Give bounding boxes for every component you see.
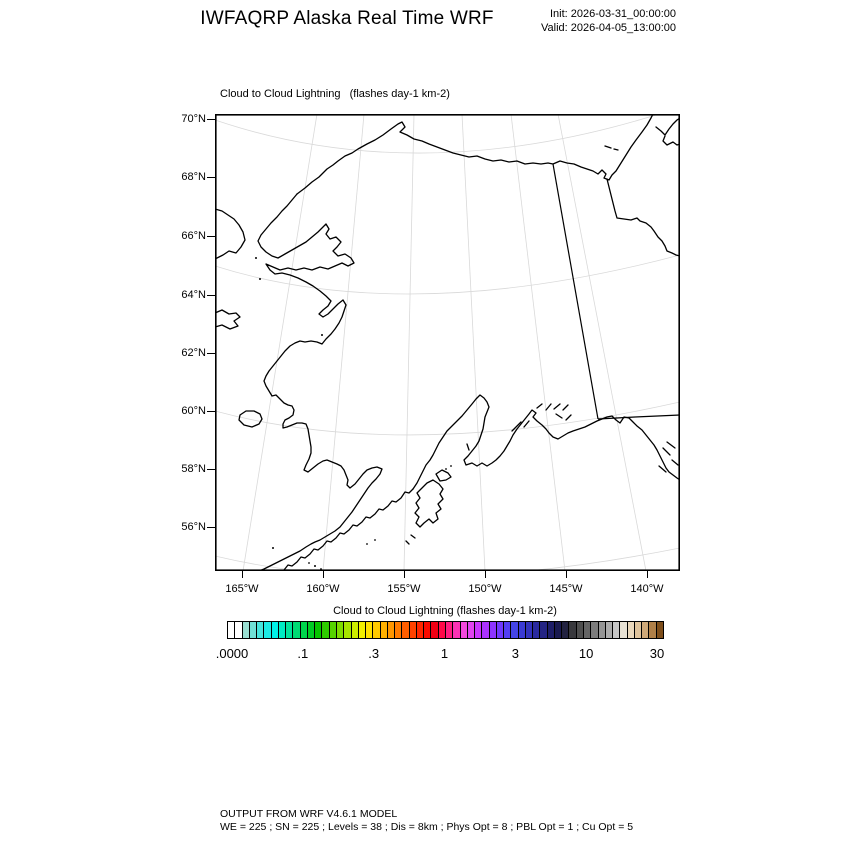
colorbar-cell xyxy=(526,622,533,638)
colorbar-cell xyxy=(642,622,649,638)
lat-tick-label: 56°N xyxy=(181,521,206,533)
footer-notes xyxy=(220,808,633,834)
colorbar-cell xyxy=(606,622,613,638)
lon-tick-label: 160°W xyxy=(306,583,340,595)
colorbar-tick-label: 30 xyxy=(649,646,665,661)
colorbar-cell xyxy=(381,622,388,638)
colorbar-cell xyxy=(548,622,555,638)
small-islands xyxy=(255,257,452,570)
colorbar-cell xyxy=(344,622,351,638)
lat-tickmark xyxy=(207,411,215,412)
panhandle-fjords xyxy=(659,442,678,472)
colorbar-tick-label: 10 xyxy=(578,646,594,661)
colorbar-cell xyxy=(599,622,606,638)
lat-tickmark xyxy=(207,295,215,296)
lat-tick-label: 64°N xyxy=(181,289,206,301)
arctic-coast xyxy=(297,114,653,194)
colorbar-cell xyxy=(388,622,395,638)
colorbar-cell xyxy=(533,622,540,638)
lon-tickmark xyxy=(647,570,648,578)
lon-tick-label: 155°W xyxy=(387,583,421,595)
colorbar-tick-label: 1 xyxy=(440,646,449,661)
chukotka-coast xyxy=(215,209,245,259)
colorbar-cell xyxy=(519,622,526,638)
colorbar-cell xyxy=(453,622,460,638)
lat-tickmark xyxy=(207,353,215,354)
colorbar-cell xyxy=(264,622,271,638)
colorbar-cell xyxy=(417,622,424,638)
colorbar-cell xyxy=(569,622,576,638)
colorbar-labels xyxy=(215,646,665,662)
colorbar-cell xyxy=(402,622,409,638)
colorbar-cell xyxy=(591,622,598,638)
colorbar-cell xyxy=(649,622,656,638)
lat-tick-label: 68°N xyxy=(181,171,206,183)
alaska-peninsula-south-coast xyxy=(281,489,413,571)
run-times xyxy=(470,8,676,35)
map-subtitle: Cloud to Cloud Lightning (flashes day-1 km-2) xyxy=(220,88,450,100)
lat-tickmark xyxy=(207,236,215,237)
colorbar-cell xyxy=(504,622,511,638)
west-alaska-coast xyxy=(258,194,382,571)
colorbar-cell xyxy=(657,622,663,638)
graticule xyxy=(215,114,680,571)
footer-line2: WE = 225 ; SN = 225 ; Levels = 38 ; Dis = 8km ; Phys Opt = 8 ; PBL Opt = 1 ; Cu Opt = 5 xyxy=(220,821,634,833)
colorbar-cell xyxy=(293,622,300,638)
colorbar-cell xyxy=(352,622,359,638)
colorbar-cell xyxy=(540,622,547,638)
lat-tickmark xyxy=(207,119,215,120)
page-title: IWFAQRP Alaska Real Time WRF xyxy=(200,8,494,29)
lat-tick-label: 58°N xyxy=(181,463,206,475)
lat-tick-label: 62°N xyxy=(181,347,206,359)
colorbar-cell xyxy=(308,622,315,638)
colorbar-cell xyxy=(461,622,468,638)
lon-tickmark xyxy=(404,570,405,578)
colorbar-cell xyxy=(511,622,518,638)
colorbar-cell xyxy=(439,622,446,638)
colorbar-cell xyxy=(410,622,417,638)
lat-tick-label: 66°N xyxy=(181,230,206,242)
lon-tickmark xyxy=(566,570,567,578)
northeast-corner-coast xyxy=(605,118,680,150)
colorbar-cell xyxy=(272,622,279,638)
colorbar-cell xyxy=(330,622,337,638)
colorbar-cell xyxy=(279,622,286,638)
colorbar-cell xyxy=(373,622,380,638)
coastlines xyxy=(215,114,680,571)
colorbar-cell xyxy=(424,622,431,638)
colorbar-cell xyxy=(577,622,584,638)
lat-tickmark xyxy=(207,469,215,470)
colorbar-cell xyxy=(613,622,620,638)
colorbar-cell xyxy=(490,622,497,638)
footer-line1: OUTPUT FROM WRF V4.6.1 MODEL xyxy=(220,808,398,820)
colorbar xyxy=(227,621,664,639)
colorbar-cell xyxy=(395,622,402,638)
colorbar-cell xyxy=(250,622,257,638)
colorbar-cell xyxy=(497,622,504,638)
lon-tick-label: 140°W xyxy=(630,583,664,595)
colorbar-title: Cloud to Cloud Lightning (flashes day-1 km-2) xyxy=(333,605,557,617)
colorbar-cell xyxy=(468,622,475,638)
colorbar-cell xyxy=(562,622,569,638)
lat-tickmark xyxy=(207,527,215,528)
lon-tickmark xyxy=(485,570,486,578)
afognak-island xyxy=(436,470,451,481)
valid-time: Valid: 2026-04-05_13:00:00 xyxy=(541,21,676,34)
mackenzie-coast xyxy=(607,179,680,256)
colorbar-tick-label: 3 xyxy=(511,646,519,661)
colorbar-cell xyxy=(635,622,642,638)
lat-tick-label: 60°N xyxy=(181,405,206,417)
colorbar-cell xyxy=(322,622,329,638)
colorbar-cell xyxy=(301,622,308,638)
colorbar-cell xyxy=(286,622,293,638)
lon-tickmark xyxy=(323,570,324,578)
colorbar-cell xyxy=(555,622,562,638)
lon-tickmark xyxy=(242,570,243,578)
colorbar-cell xyxy=(235,622,242,638)
lat-tick-label: 70°N xyxy=(181,113,206,125)
map-frame xyxy=(216,115,679,570)
lat-tickmark xyxy=(207,177,215,178)
colorbar-cell xyxy=(228,622,235,638)
init-time: Init: 2026-03-31_00:00:00 xyxy=(550,8,676,20)
political-borders xyxy=(553,164,680,419)
colorbar-tick-label: .3 xyxy=(368,646,380,661)
colorbar-cell xyxy=(475,622,482,638)
colorbar-cell xyxy=(482,622,489,638)
colorbar-cell xyxy=(446,622,453,638)
colorbar-cell xyxy=(620,622,627,638)
colorbar-cell xyxy=(359,622,366,638)
nunivak-island xyxy=(239,411,262,427)
alaska-map xyxy=(215,114,680,571)
colorbar-cell xyxy=(366,622,373,638)
lon-tick-label: 145°W xyxy=(549,583,583,595)
colorbar-cell xyxy=(257,622,264,638)
st-lawrence-island xyxy=(215,310,240,329)
colorbar-cell xyxy=(243,622,250,638)
colorbar-cell xyxy=(628,622,635,638)
colorbar-cell xyxy=(584,622,591,638)
colorbar-cell xyxy=(315,622,322,638)
lon-tick-label: 165°W xyxy=(225,583,259,595)
colorbar-cell xyxy=(337,622,344,638)
colorbar-tick-label: .0000 xyxy=(215,646,249,661)
colorbar-tick-label: .1 xyxy=(297,646,309,661)
lon-tick-label: 150°W xyxy=(468,583,502,595)
colorbar-cell xyxy=(431,622,438,638)
